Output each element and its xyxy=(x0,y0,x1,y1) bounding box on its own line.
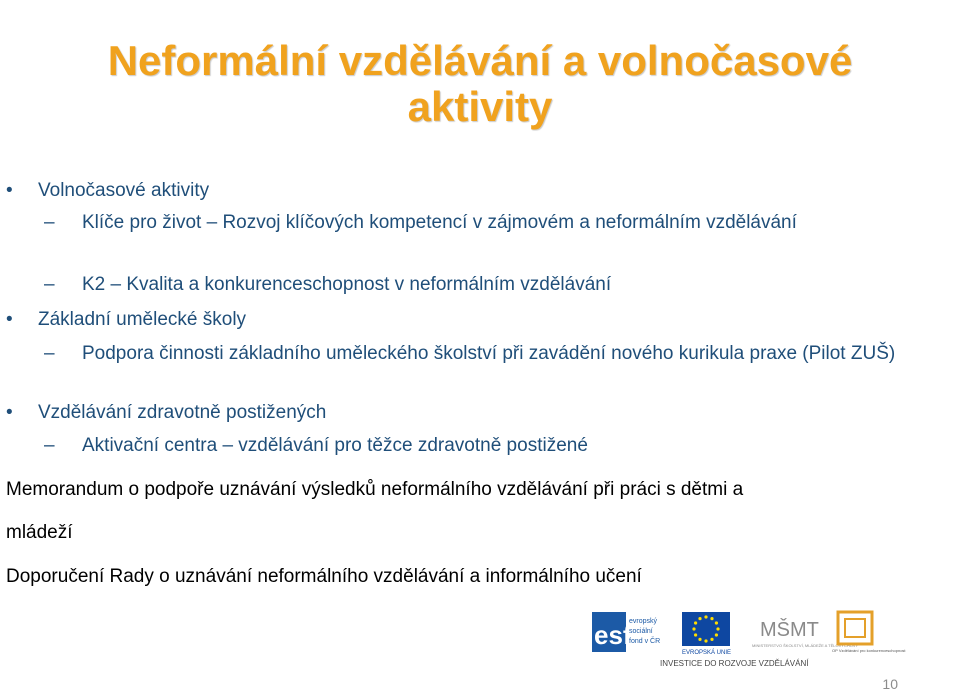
memorandum-line-2: mládeží xyxy=(6,522,73,543)
bullet-volnocasove xyxy=(6,180,210,202)
bullet-text: Volnočasové aktivity xyxy=(38,180,210,201)
sub-item-text: Aktivační centra – vzdělávání pro těžce zdravotně postižené xyxy=(82,435,588,456)
sub-item-text: Podpora činnosti základního uměleckého školství při zavádění nového kurikula praxe (Pilot ZUŠ) xyxy=(82,343,896,364)
sub-item-text: K2 – Kvalita a konkurenceschopnost v neformálním vzdělávání xyxy=(82,274,612,295)
title-line-1: Neformální vzdělávání a volnočasové xyxy=(107,37,853,84)
bullet-marker: • xyxy=(6,309,13,330)
esf-caption-2: sociální xyxy=(629,628,653,635)
eu-caption: EVROPSKÁ UNIE xyxy=(682,650,732,656)
sub-item-k2 xyxy=(44,271,902,299)
doporuceni-line: Doporučení Rady o uznávání neformálního vzdělávání a informálního učení xyxy=(6,566,642,587)
msmt-logo-text: MŠMT xyxy=(760,619,819,641)
esf-logo-text: esf xyxy=(594,620,632,650)
memorandum-line-1: Memorandum o podpoře uznávání výsledků neformálního vzdělávání při práci s dětmi a xyxy=(6,479,744,500)
esf-logo xyxy=(592,612,660,652)
sub-item-text: Klíče pro život – Rozvoj klíčových kompetencí v zájmovém a neformálním vzdělávání xyxy=(82,212,797,233)
esf-caption-3: fond v ČR xyxy=(629,638,661,645)
eu-flag-logo xyxy=(682,612,731,656)
dash-marker: – xyxy=(44,212,55,233)
investice-banner: INVESTICE DO ROZVOJE VZDĚLÁVÁNÍ xyxy=(660,659,809,668)
op-caption: OP Vzdělávání pro konkurenceschopnost xyxy=(832,648,906,653)
dash-marker: – xyxy=(44,435,55,456)
sub-item-podpora xyxy=(44,340,902,368)
bullet-marker: • xyxy=(6,180,13,201)
dash-marker: – xyxy=(44,343,55,364)
funding-logos-svg xyxy=(592,606,906,670)
sub-item-klice xyxy=(44,209,902,237)
bullet-zus xyxy=(6,309,247,331)
bullet-text: Základní umělecké školy xyxy=(38,309,247,330)
slide-title xyxy=(0,38,960,130)
page-number: 10 xyxy=(882,676,898,692)
bullet-zdravotne xyxy=(6,402,327,424)
sub-item-aktivacni xyxy=(44,432,902,460)
msmt-caption: MINISTERSTVO ŠKOLSTVÍ, MLÁDEŽE A TĚLOVÝCHOVY xyxy=(752,643,859,648)
bullet-marker: • xyxy=(6,402,13,423)
dash-marker: – xyxy=(44,274,55,295)
funding-logos xyxy=(592,606,906,670)
title-line-2: aktivity xyxy=(407,83,553,130)
esf-caption-1: evropský xyxy=(629,618,658,625)
bullet-text: Vzdělávání zdravotně postižených xyxy=(38,402,327,423)
